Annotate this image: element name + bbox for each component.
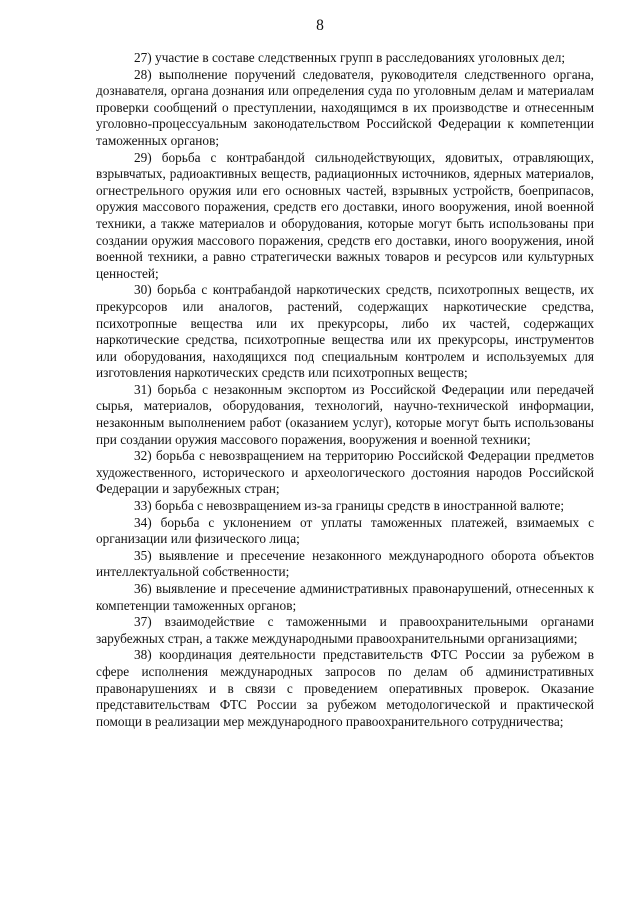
list-item-30: 30) борьба с контрабандой наркотических средств, психотропных веществ, их прекурсоров или аналогов, растений, содержащих наркотические средства, психотропные вещества или их прекурсоры, либо их частей, содержащих наркотические средства, психотропные вещества или их прекурсоры, инструментов или оборудования, находящихся под специальным контролем и используемых для изготовления наркотических средств или психотропных веществ; [96, 282, 594, 381]
list-item-27: 27) участие в составе следственных групп в расследованиях уголовных дел; [134, 50, 566, 65]
list-item-29: 29) борьба с контрабандой сильнодействующих, ядовитых, отравляющих, взрывчатых, радиоактивных веществ, радиационных источников, ядерных материалов, огнестрельного оружия или его основных частей, взрывных устройств, боеприпасов, оружия массового поражения, средств его доставки, иного вооружения, иной военной техники, а также материалов и оборудования, которые могут быть использованы при создании оружия массового поражения, средств его доставки, иного вооружения, иной военной техники, а равно стратегически важных товаров и ресурсов или культурных ценностей; [96, 149, 594, 281]
document-body [96, 50, 594, 730]
list-item-34: 34) борьба с уклонением от уплаты таможенных платежей, взимаемых с организации или физического лица; [96, 514, 594, 547]
list-item-33: 33) борьба с невозвращением из-за границы средств в иностранной валюте; [134, 498, 565, 514]
list-item-28: 28) выполнение поручений следователя, руководителя следственного органа, дознавателя, органа дознания или определения суда по уголовным делам и материалам проверки сообщений о преступлении, находящимся в их производстве и отнесенным уголовно-процессуальным законодательством Российской Федерации к компетенции таможенных органов; [96, 66, 594, 148]
list-item-32: 32) борьба с невозвращением на территорию Российской Федерации предметов художественного, исторического и археологического достояния народов Российской Федерации и зарубежных стран; [96, 448, 594, 497]
list-item-31: 31) борьба с незаконным экспортом из Российской Федерации или передачей сырья, материалов, оборудования, технологий, научно-технической информации, незаконным выполнением работ (оказанием услуг), которые могут быть использованы при создании оружия массового поражения, вооружения и военной техники; [96, 381, 594, 447]
list-item-38: 38) координация деятельности представительств ФТС России за рубежом в сфере исполнения международных запросов по делам об административных правонарушениях и в связи с проведением оперативных проверок. Оказание представительствам ФТС России за рубежом методологической и практической помощи в реализации мер международного правоохранительного сотрудничества; [96, 647, 594, 729]
list-item-37: 37) взаимодействие с таможенными и правоохранительными органами зарубежных стран, а также международными правоохранительными организациями; [96, 614, 594, 646]
page-number: 8 [316, 17, 324, 34]
list-item-35: 35) выявление и пресечение незаконного международного оборота объектов интеллектуальной собственности; [96, 547, 594, 580]
list-item-36: 36) выявление и пресечение административных правонарушений, отнесенных к компетенции таможенных органов; [96, 581, 594, 613]
